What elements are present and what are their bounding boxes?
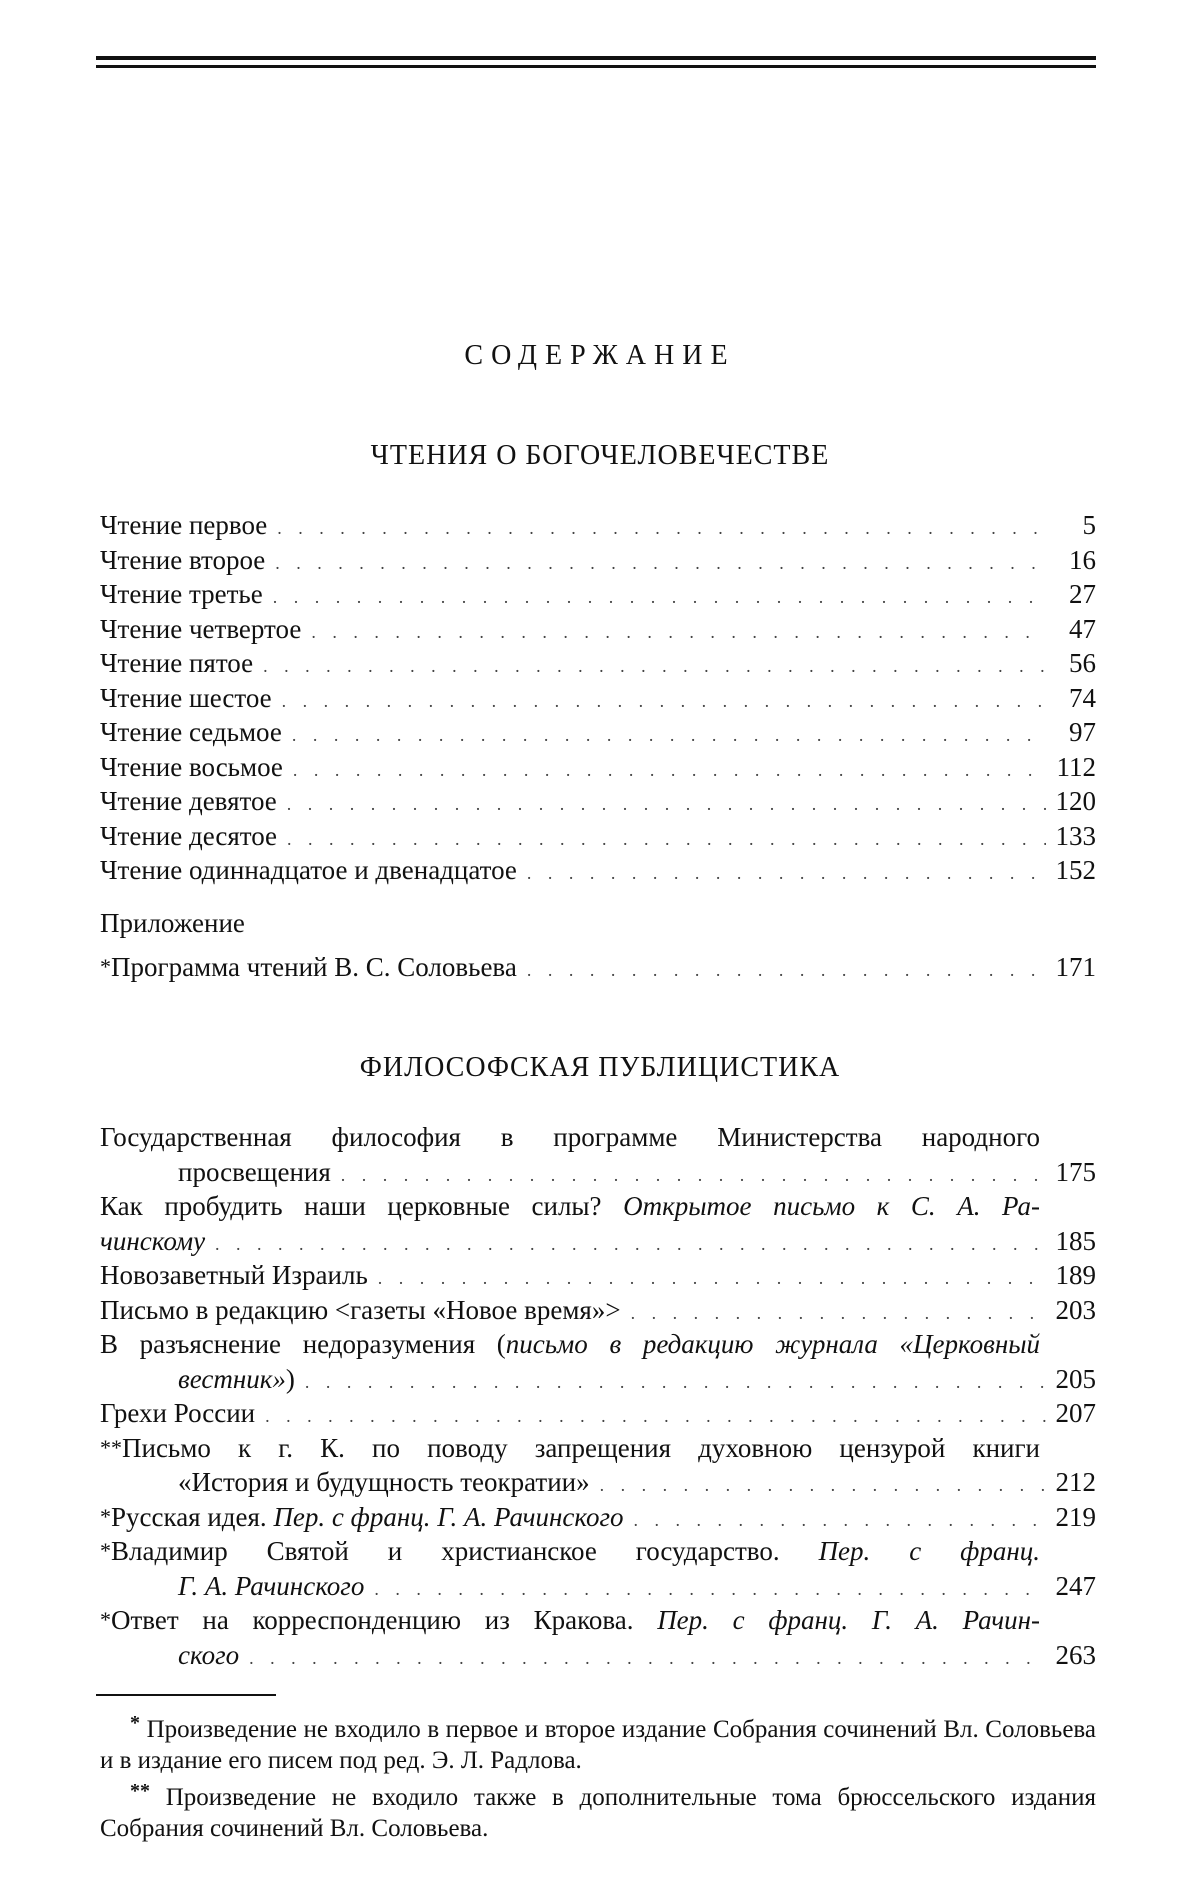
footnote: * Произведение не входило в первое и второе издание Собрания сочинений Вл. Соловьева и в издание его писем под ред. Э. Л. Радлова. [100,1712,1096,1774]
section-title-publicism: ФИЛОСОФСКАЯ ПУБЛИЦИСТИКА [359,1052,841,1083]
footnote-marker: * [100,954,111,979]
top-rule-thin [96,65,1096,68]
toc-entry[interactable]: Чтение второе . . . 16 [100,543,1096,578]
toc-entry[interactable]: Грехи России . . . 207 [100,1396,1096,1431]
page-title: СОДЕРЖАНИЕ [464,340,736,371]
toc-entry[interactable]: *Ответ на корреспонденцию из Кракова. Пер. с франц. Г. А. Рачин- ского . . . 263 [100,1603,1096,1672]
toc-entry[interactable]: Чтение шестое . . . 74 [100,681,1096,716]
toc-entry[interactable]: *Владимир Святой и христианское государство. Пер. с франц. Г. А. Рачинского . . . 247 [100,1534,1096,1603]
toc-entry[interactable]: *Программа чтений В. С. Соловьева . . . 171 [100,950,1096,985]
toc-entry[interactable]: В разъяснение недоразумения (письмо в редакцию журнала «Церковный вестник») . . . 205 [100,1327,1096,1396]
toc-list-publicism [100,1120,1096,1672]
footnote-rule [96,1694,276,1696]
top-rule-thick [96,56,1096,60]
toc-entry[interactable]: Чтение первое . . . 5 [100,508,1096,543]
toc-entry[interactable]: Государственная философия в программе Министерства народного просвещения . . . 175 [100,1120,1096,1189]
footnote-marker: * [100,1538,111,1563]
toc-entry[interactable]: Чтение седьмое . . . 97 [100,715,1096,750]
footnote-marker: * [100,1503,111,1529]
section-title-readings: ЧТЕНИЯ О БОГОЧЕЛОВЕЧЕСТВЕ [370,440,830,471]
toc-entry[interactable]: Чтение четвертое . . . 47 [100,612,1096,647]
toc-entry[interactable]: Чтение девятое . . . 120 [100,784,1096,819]
footnote-marker: * [100,1607,111,1632]
toc-entry[interactable]: Чтение одиннадцатое и двенадцатое . . . 152 [100,853,1096,888]
footnote-marker: ** [100,1434,122,1460]
toc-list-appendix [100,950,1096,985]
toc-entry[interactable]: Как пробудить наши церковные силы? Открытое письмо к С. А. Ра- чинскому . . . 185 [100,1189,1096,1258]
toc-entry[interactable]: **Письмо к г. К. по поводу запрещения духовною цензурой книги «История и будущность теократии» . . . 212 [100,1431,1096,1500]
toc-entry[interactable]: Чтение третье . . . 27 [100,577,1096,612]
toc-entry[interactable]: Чтение десятое . . . 133 [100,819,1096,854]
toc-entry[interactable]: Новозаветный Израиль . . . 189 [100,1258,1096,1293]
toc-entry[interactable]: *Русская идея. Пер. с франц. Г. А. Рачинского . . . 219 [100,1500,1096,1535]
footnotes [100,1708,1096,1844]
toc-entry[interactable]: Письмо в редакцию <газеты «Новое время»> . . . 203 [100,1293,1096,1328]
toc-list-readings [100,508,1096,888]
toc-entry[interactable]: Чтение пятое . . . 56 [100,646,1096,681]
appendix-heading: Приложение [100,908,245,938]
footnote: ** Произведение не входило также в дополнительные тома брюссельского издания Собрания сочинений Вл. Соловьева. [100,1780,1097,1842]
toc-entry[interactable]: Чтение восьмое . . . 112 [100,750,1096,785]
